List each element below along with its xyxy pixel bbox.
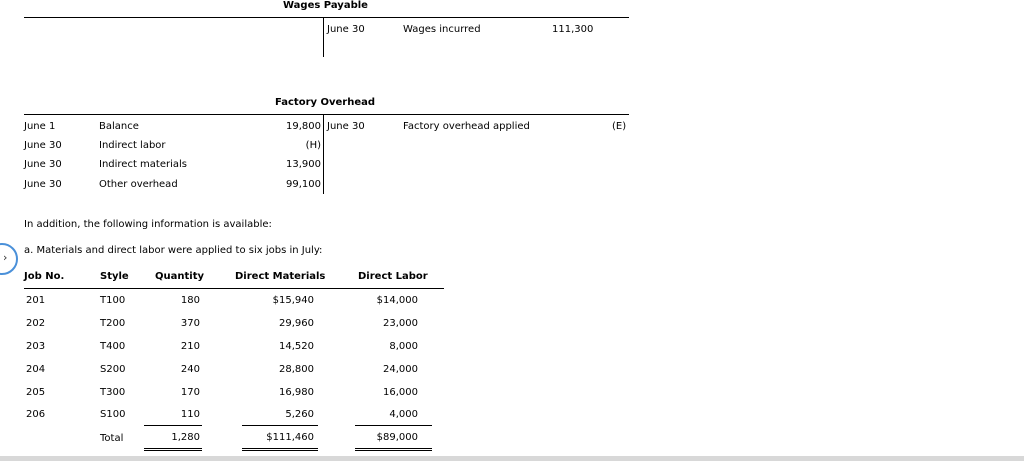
factory-overhead-divider [323,114,324,194]
chevron-right-icon: › [3,251,8,264]
quantity-total-double-rule [144,448,202,451]
cell-direct-labor: 23,000 [383,318,418,329]
overhead-debit-date: June 30 [24,179,62,190]
factory-overhead-title: Factory Overhead [275,97,376,108]
quantity-subtotal-rule [144,425,202,426]
header-quantity: Quantity [155,271,204,282]
cell-style: T100 [100,295,126,306]
overhead-debit-description: Indirect materials [99,159,188,170]
cell-direct-labor: 24,000 [383,364,418,375]
wages-payable-divider [323,17,324,57]
header-job-no: Job No. [24,271,65,282]
cell-quantity: 180 [180,295,200,306]
cell-job: 204 [26,364,46,375]
header-direct-labor: Direct Labor [358,271,428,282]
overhead-debit-description: Balance [99,121,139,132]
cell-quantity: 240 [180,364,200,375]
item-a-text: a. Materials and direct labor were applied to six jobs in July: [24,245,323,256]
dm-total-double-rule [242,448,318,451]
cell-style: S100 [100,409,126,420]
overhead-credit-amount: (E) [612,121,627,132]
cell-direct-labor: 16,000 [383,387,418,398]
total-quantity: 1,280 [171,432,200,443]
cell-quantity: 110 [180,409,200,420]
cell-style: T400 [100,341,126,352]
overhead-credit-date: June 30 [327,121,365,132]
bottom-scroll-bar [0,456,1024,461]
cell-direct-materials: 14,520 [279,341,314,352]
wages-credit-description: Wages incurred [403,24,481,35]
dm-subtotal-rule [242,425,318,426]
overhead-credit-description: Factory overhead applied [403,121,530,132]
table-header-rule [24,288,444,289]
nav-circle-button[interactable] [0,243,18,275]
cell-direct-materials: 29,960 [279,318,314,329]
overhead-debit-date: June 30 [24,159,62,170]
cell-job: 205 [26,387,46,398]
cell-quantity: 370 [180,318,200,329]
overhead-debit-amount: 99,100 [286,179,321,190]
overhead-debit-amount: 19,800 [286,121,321,132]
overhead-debit-description: Indirect labor [99,140,166,151]
wages-credit-date: June 30 [327,24,365,35]
total-direct-labor: $89,000 [376,432,418,443]
total-direct-materials: $111,460 [266,432,314,443]
dl-subtotal-rule [355,425,432,426]
total-label: Total [100,433,124,444]
cell-style: S200 [100,364,126,375]
wages-payable-top-rule [24,17,629,18]
overhead-debit-description: Other overhead [99,179,178,190]
overhead-debit-date: June 1 [24,121,56,132]
overhead-debit-date: June 30 [24,140,62,151]
cell-job: 201 [26,295,46,306]
cell-direct-labor: 4,000 [389,409,418,420]
cell-direct-materials: 16,980 [279,387,314,398]
header-style: Style [100,271,129,282]
cell-direct-labor: 8,000 [389,341,418,352]
cell-direct-labor: $14,000 [376,295,418,306]
cell-style: T300 [100,387,126,398]
overhead-debit-amount: (H) [305,140,321,151]
cell-direct-materials: $15,940 [272,295,314,306]
cell-direct-materials: 5,260 [285,409,314,420]
cell-quantity: 170 [180,387,200,398]
additional-info-text: In addition, the following information is available: [24,219,272,230]
wages-payable-title: Wages Payable [283,0,368,11]
cell-style: T200 [100,318,126,329]
cell-direct-materials: 28,800 [279,364,314,375]
overhead-debit-amount: 13,900 [286,159,321,170]
factory-overhead-top-rule [24,114,629,115]
dl-total-double-rule [355,448,432,451]
cell-job: 203 [26,341,46,352]
header-direct-materials: Direct Materials [235,271,326,282]
wages-credit-amount: 111,300 [552,24,594,35]
cell-quantity: 210 [180,341,200,352]
cell-job: 206 [26,409,46,420]
cell-job: 202 [26,318,46,329]
